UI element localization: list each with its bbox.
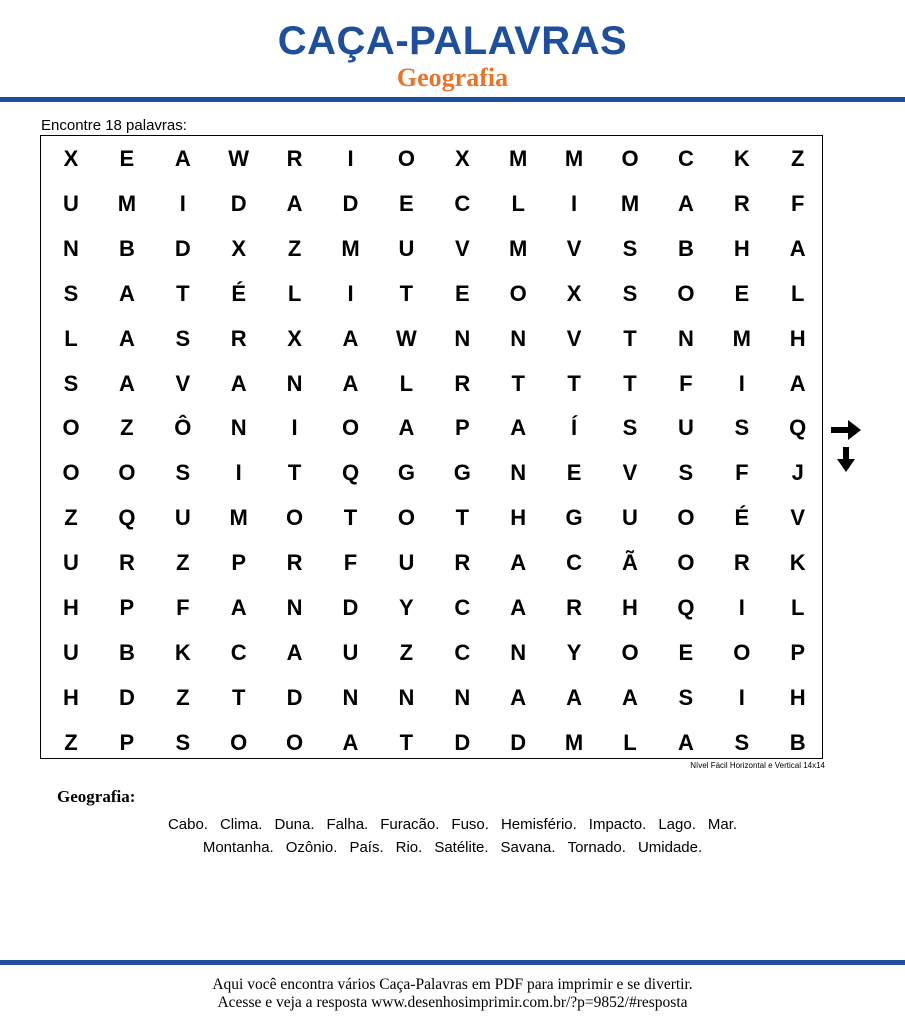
grid-letter: E [454,280,470,306]
grid-letter: A [789,235,806,261]
grid-letter: S [622,280,638,306]
grid-letter: C [566,550,583,576]
grid-letter: S [175,729,191,755]
grid-letter: M [564,146,584,171]
grid-letter: A [789,370,806,396]
grid-letter: H [510,505,527,531]
grid-letter: V [175,370,191,396]
grid-letter: R [286,146,303,171]
grid-letter: D [454,729,471,755]
grid-letter: D [286,684,303,710]
grid-letter: P [119,729,135,755]
grid-letter: U [398,235,415,261]
grid-letter: H [789,684,806,710]
grid-letter: J [791,460,804,486]
grid-letter: D [342,595,359,620]
grid-letter: O [621,146,639,171]
grid-letter: A [342,370,359,396]
grid-letter: A [230,595,247,620]
word-list-item: Ozônio. [285,839,338,856]
grid-letter: Z [399,639,414,665]
grid-letter: Z [120,415,134,441]
grid-letter: A [398,415,415,441]
grid-letter: Y [566,639,582,665]
word-list-item: Hemisfério. [500,816,577,833]
grid-letter: E [678,639,694,665]
grid-letter: X [454,146,470,171]
grid-letter: C [230,639,247,665]
grid-letter: U [63,190,79,216]
grid-letter: O [341,415,360,441]
grid-letter: F [679,370,693,396]
grid-letter: X [231,235,247,261]
grid-letter: S [175,325,191,351]
grid-letter: N [510,325,527,351]
grid-letter: S [734,729,750,755]
grid-letter: O [230,729,248,755]
grid-letter: B [789,729,806,755]
page-title: CAÇA-PALAVRAS [277,19,628,63]
grid-letter: A [118,325,135,351]
grid-letter: S [63,370,79,396]
grid-letter: M [117,190,137,216]
grid-letter: O [286,729,304,755]
grid-letter: Z [176,550,190,576]
grid-letter: B [118,235,135,261]
grid-letter: P [790,639,806,665]
word-list-line-1 [0,816,905,834]
word-list-item: Savana. [500,839,556,856]
arrow-right-icon [830,416,862,444]
letter-grid [40,135,823,759]
grid-letter: U [63,550,79,576]
word-list-item: Fuso. [451,816,489,833]
grid-letter: O [733,639,751,665]
grid-letter: N [342,684,359,710]
word-list-item: País. [349,839,384,856]
grid-letter: G [397,460,415,486]
grid-letter: F [735,460,749,486]
grid-letter: X [566,280,582,306]
grid-letter: D [174,235,191,261]
grid-letter: N [398,684,415,710]
grid-letter: I [235,460,242,486]
footer-link-text: Acesse e veja a resposta www.desenhosimprimir.com.br/?p=9852/#resposta [217,994,688,1011]
word-list-item: Duna. [274,816,315,833]
grid-letter: I [571,190,578,216]
grid-letter: K [789,550,806,576]
grid-letter: I [738,370,745,396]
grid-letter: O [621,639,639,665]
grid-letter: N [454,684,471,710]
grid-letter: L [399,370,414,396]
grid-letter: O [62,460,80,486]
grid-letter: U [398,550,415,576]
grid-letter: A [342,729,359,755]
grid-letter: D [510,729,527,755]
grid-letter: T [455,505,470,531]
word-list-item: Furacão. [380,816,440,833]
grid-letter: X [287,325,302,351]
grid-letter: G [565,505,583,531]
grid-letter: R [566,595,583,620]
grid-letter: B [118,639,135,665]
grid-letter: T [399,280,414,306]
word-list-item: Montanha. [202,839,274,856]
grid-letter: H [63,684,79,710]
grid-letter: E [119,146,135,171]
grid-letter: Q [118,505,136,531]
grid-letter: C [677,146,694,171]
arrow-down-icon [830,446,862,474]
grid-letter: A [118,280,135,306]
level-note: Nível Fácil Horizontal e Vertical 14x14 [690,761,825,770]
grid-letter: M [564,729,584,755]
grid-letter: R [733,190,750,216]
grid-letter: U [342,639,359,665]
grid-letter: S [622,235,638,261]
grid-letter: K [174,639,191,665]
grid-letter: M [229,505,248,531]
grid-letter: Z [790,146,805,171]
grid-letter: A [677,190,694,216]
grid-letter: N [510,460,527,486]
grid-letter: O [677,550,695,576]
grid-letter: O [509,280,527,306]
page-subtitle: Geografia [396,63,509,92]
grid-letter: A [677,729,694,755]
grid-letter: T [623,325,637,351]
grid-letter: S [734,415,750,441]
grid-letter: M [509,235,528,261]
word-list-item: Mar. [707,816,738,833]
grid-letter: A [342,325,359,351]
grid-letter: I [291,415,298,441]
grid-letter: U [63,639,79,665]
footer-text: Aqui você encontra vários Caça-Palavras em PDF para imprimir e se divertir. [212,976,693,993]
grid-letter: E [734,280,750,306]
instruction-text: Encontre 18 palavras: [41,117,187,134]
grid-letter: O [677,505,695,531]
grid-letter: A [286,190,303,216]
grid-letter: E [399,190,414,216]
grid-letter: T [623,370,637,396]
grid-letter: A [510,550,527,576]
word-list-item: Cabo. [167,816,208,833]
grid-letter: A [510,595,527,620]
grid-letter: T [511,370,525,396]
word-list-item: Tornado. [567,839,626,856]
grid-letter: S [63,280,79,306]
word-list-heading: Geografia: [57,787,136,806]
grid-letter: I [347,146,354,171]
grid-letter: I [738,684,745,710]
word-list-item: Umidade. [637,839,703,856]
grid-letter: N [510,639,527,665]
grid-letter: N [63,235,79,261]
grid-letter: V [566,325,582,351]
word-list-item: Lago. [658,816,696,833]
word-list-item: Falha. [326,816,369,833]
grid-letter: Q [341,460,360,486]
grid-letter: P [454,415,470,441]
grid-letter: R [454,550,471,576]
grid-letter: D [230,190,247,216]
word-list-item: Impacto. [588,816,647,833]
grid-letter: R [454,370,471,396]
word-list-item: Clima. [219,816,263,833]
grid-letter: G [453,460,471,486]
grid-letter: E [566,460,582,486]
grid-letter: Z [64,505,78,531]
grid-letter: A [566,684,583,710]
grid-letter: C [454,639,471,665]
grid-letter: A [230,370,247,396]
grid-letter: F [176,595,190,620]
grid-letter: H [789,325,806,351]
grid-letter: A [510,415,527,441]
grid-letter: T [343,505,358,531]
grid-letter: R [230,325,247,351]
grid-letter: M [732,325,751,351]
grid-letter: Z [176,684,190,710]
grid-letter: I [738,595,745,620]
grid-letter: T [567,370,581,396]
grid-letter: S [678,460,694,486]
grid-letter: M [509,146,528,171]
grid-letter: L [623,729,637,755]
grid-letter: R [118,550,135,576]
grid-letter: C [454,190,471,216]
grid-letter: O [397,146,415,171]
grid-letter: T [231,684,246,710]
word-list-item: Rio. [395,839,423,856]
grid-letter: U [174,505,191,531]
grid-letter: A [510,684,527,710]
grid-letter: M [341,235,360,261]
grid-letter: É [231,280,247,306]
grid-letter: N [677,325,694,351]
grid-letter: I [347,280,354,306]
grid-letter: Q [789,415,807,441]
grid-letter: Ã [622,550,638,576]
grid-letter: O [397,505,415,531]
grid-letter: L [790,280,805,306]
grid-letter: K [733,146,750,171]
grid-letter: N [454,325,471,351]
grid-letter: W [228,146,250,171]
grid-letter: U [677,415,694,441]
grid-letter: F [343,550,358,576]
grid-letter: O [677,280,695,306]
grid-letter: A [174,146,191,171]
grid-letter: V [790,505,806,531]
grid-letter: L [790,595,805,620]
grid-letter: D [118,684,135,710]
grid-letter: N [286,595,303,620]
grid-letter: A [286,639,303,665]
grid-letter: Ô [174,415,192,441]
grid-letter: É [734,505,750,531]
grid-letter: S [678,684,694,710]
grid-letter: T [287,460,302,486]
grid-letter: L [287,280,302,306]
header-divider [0,97,905,102]
grid-letter: W [396,325,417,351]
word-list-item: Satélite. [434,839,489,856]
grid-letter: F [790,190,805,216]
grid-letter: B [677,235,694,261]
grid-letter: O [62,415,80,441]
grid-letter: Z [64,729,78,755]
grid-letter: Z [287,235,302,261]
footer-divider [0,960,905,965]
grid-letter: H [622,595,638,620]
grid-letter: A [622,684,638,710]
grid-letter: P [119,595,135,620]
grid-letter: P [231,550,247,576]
grid-letter: L [64,325,78,351]
grid-letter: O [118,460,136,486]
grid-letter: U [622,505,638,531]
grid-letter: H [733,235,750,261]
grid-letter: X [63,146,79,171]
grid-letter: N [286,370,303,396]
grid-letter: R [286,550,303,576]
grid-letter: M [620,190,640,216]
grid-letter: Q [677,595,695,620]
grid-letter: S [622,415,638,441]
grid-letter: D [342,190,359,216]
grid-letter: T [399,729,414,755]
grid-letter: A [118,370,135,396]
grid-letter: C [454,595,471,620]
grid-letter: V [566,235,582,261]
word-list-line-2 [0,839,905,857]
grid-letter: T [176,280,190,306]
grid-letter: O [286,505,304,531]
grid-letter: V [622,460,638,486]
grid-letter: I [179,190,186,216]
grid-letter: V [454,235,470,261]
grid-letter: Y [399,595,414,620]
grid-letter: H [63,595,79,620]
grid-letter: N [230,415,247,441]
grid-letter: S [175,460,191,486]
grid-letter: Í [571,415,578,441]
grid-letter: L [511,190,525,216]
grid-letter: R [733,550,750,576]
